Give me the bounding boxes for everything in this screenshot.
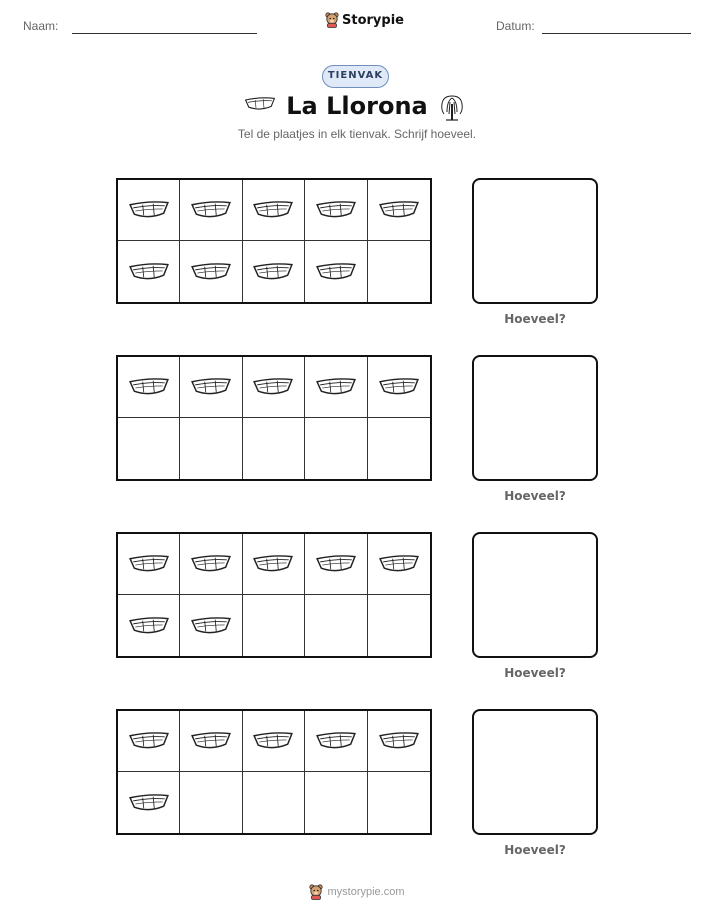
name-line[interactable]	[72, 33, 257, 34]
answer-label: Hoeveel?	[504, 489, 566, 503]
rowboat-icon	[378, 199, 420, 221]
ten-frame-cell	[368, 772, 430, 833]
ten-frame-cell	[118, 180, 180, 241]
ten-frame-cell	[118, 241, 180, 302]
ten-frame	[116, 709, 432, 835]
rowboat-icon	[190, 199, 232, 221]
ten-frame-cell	[368, 534, 430, 595]
rowboat-icon	[128, 199, 170, 221]
ten-frame-cell	[305, 595, 367, 656]
rowboat-icon	[315, 261, 357, 283]
ten-frame-cell	[180, 241, 242, 302]
ten-frame-cell	[368, 241, 430, 302]
ten-frame-cell	[243, 241, 305, 302]
answer-label: Hoeveel?	[504, 312, 566, 326]
ten-frame-cell	[118, 711, 180, 772]
ten-frame-cell	[118, 534, 180, 595]
rowboat-icon	[128, 730, 170, 752]
rowboat-icon	[252, 261, 294, 283]
rowboat-icon	[190, 730, 232, 752]
answer-box[interactable]	[472, 355, 598, 481]
ten-frame-cell	[368, 418, 430, 479]
ten-frame-cell	[305, 418, 367, 479]
rowboat-icon	[128, 376, 170, 398]
ten-frame-cell	[305, 772, 367, 833]
date-line[interactable]	[542, 33, 691, 34]
ten-frame-cell	[243, 711, 305, 772]
rowboat-icon	[190, 615, 232, 637]
ten-frame-cell	[118, 418, 180, 479]
ten-frame-cell	[243, 772, 305, 833]
rowboat-icon	[252, 376, 294, 398]
answer-box[interactable]	[472, 532, 598, 658]
ten-frame-cell	[305, 357, 367, 418]
ten-frame-cell	[180, 772, 242, 833]
ten-frame-cell	[305, 241, 367, 302]
ten-frame-cell	[243, 357, 305, 418]
rowboat-icon	[128, 615, 170, 637]
rowboat-icon	[190, 261, 232, 283]
ten-frame-cell	[118, 772, 180, 833]
rowboat-icon	[190, 553, 232, 575]
ten-frame-cell	[243, 534, 305, 595]
date-label: Datum:	[496, 19, 535, 33]
rowboat-icon	[128, 792, 170, 814]
rowboat-icon	[252, 553, 294, 575]
ten-frame-cell	[180, 418, 242, 479]
instructions: Tel de plaatjes in elk tienvak. Schrijf hoeveel.	[237, 127, 477, 141]
ten-frame-cell	[180, 711, 242, 772]
ten-frame-cell	[180, 595, 242, 656]
answer-box[interactable]	[472, 709, 598, 835]
rowboat-icon	[252, 199, 294, 221]
rowboat-icon	[315, 553, 357, 575]
ten-frame-cell	[180, 534, 242, 595]
ten-frame-cell	[243, 180, 305, 241]
rowboat-icon	[315, 376, 357, 398]
ten-frame-cell	[368, 357, 430, 418]
ten-frame-cell	[243, 418, 305, 479]
answer-label: Hoeveel?	[504, 843, 566, 857]
rowboat-icon	[315, 730, 357, 752]
ten-frame	[116, 532, 432, 658]
brand-name: Storypie	[342, 12, 404, 28]
rowboat-icon	[128, 261, 170, 283]
footer-url: mystorypie.com	[327, 886, 405, 898]
rowboat-icon	[378, 730, 420, 752]
bear-mascot-icon	[309, 884, 323, 900]
rowboat-icon	[252, 730, 294, 752]
page-title: La Llorona	[286, 92, 428, 120]
rowboat-icon	[128, 553, 170, 575]
answer-box[interactable]	[472, 178, 598, 304]
rowboat-icon	[190, 376, 232, 398]
ten-frame-cell	[118, 357, 180, 418]
ten-frame-cell	[368, 595, 430, 656]
ten-frame-cell	[243, 595, 305, 656]
ten-frame-cell	[118, 595, 180, 656]
ten-frame-cell	[368, 180, 430, 241]
bear-mascot-icon	[325, 12, 339, 28]
willow-tree-icon	[438, 92, 466, 122]
ten-frame-cell	[305, 180, 367, 241]
ten-frame	[116, 355, 432, 481]
ten-frame-cell	[305, 711, 367, 772]
footer	[0, 884, 714, 900]
ten-frame-cell	[305, 534, 367, 595]
ten-frame-cell	[180, 180, 242, 241]
ten-frame	[116, 178, 432, 304]
brand-logo	[325, 12, 404, 28]
rowboat-icon	[378, 376, 420, 398]
ten-frame-cell	[180, 357, 242, 418]
ten-frame-cell	[368, 711, 430, 772]
name-label: Naam:	[23, 19, 59, 33]
answer-label: Hoeveel?	[504, 666, 566, 680]
worksheet-type-badge: TIENVAK	[322, 65, 389, 88]
rowboat-icon	[315, 199, 357, 221]
rowboat-icon	[378, 553, 420, 575]
